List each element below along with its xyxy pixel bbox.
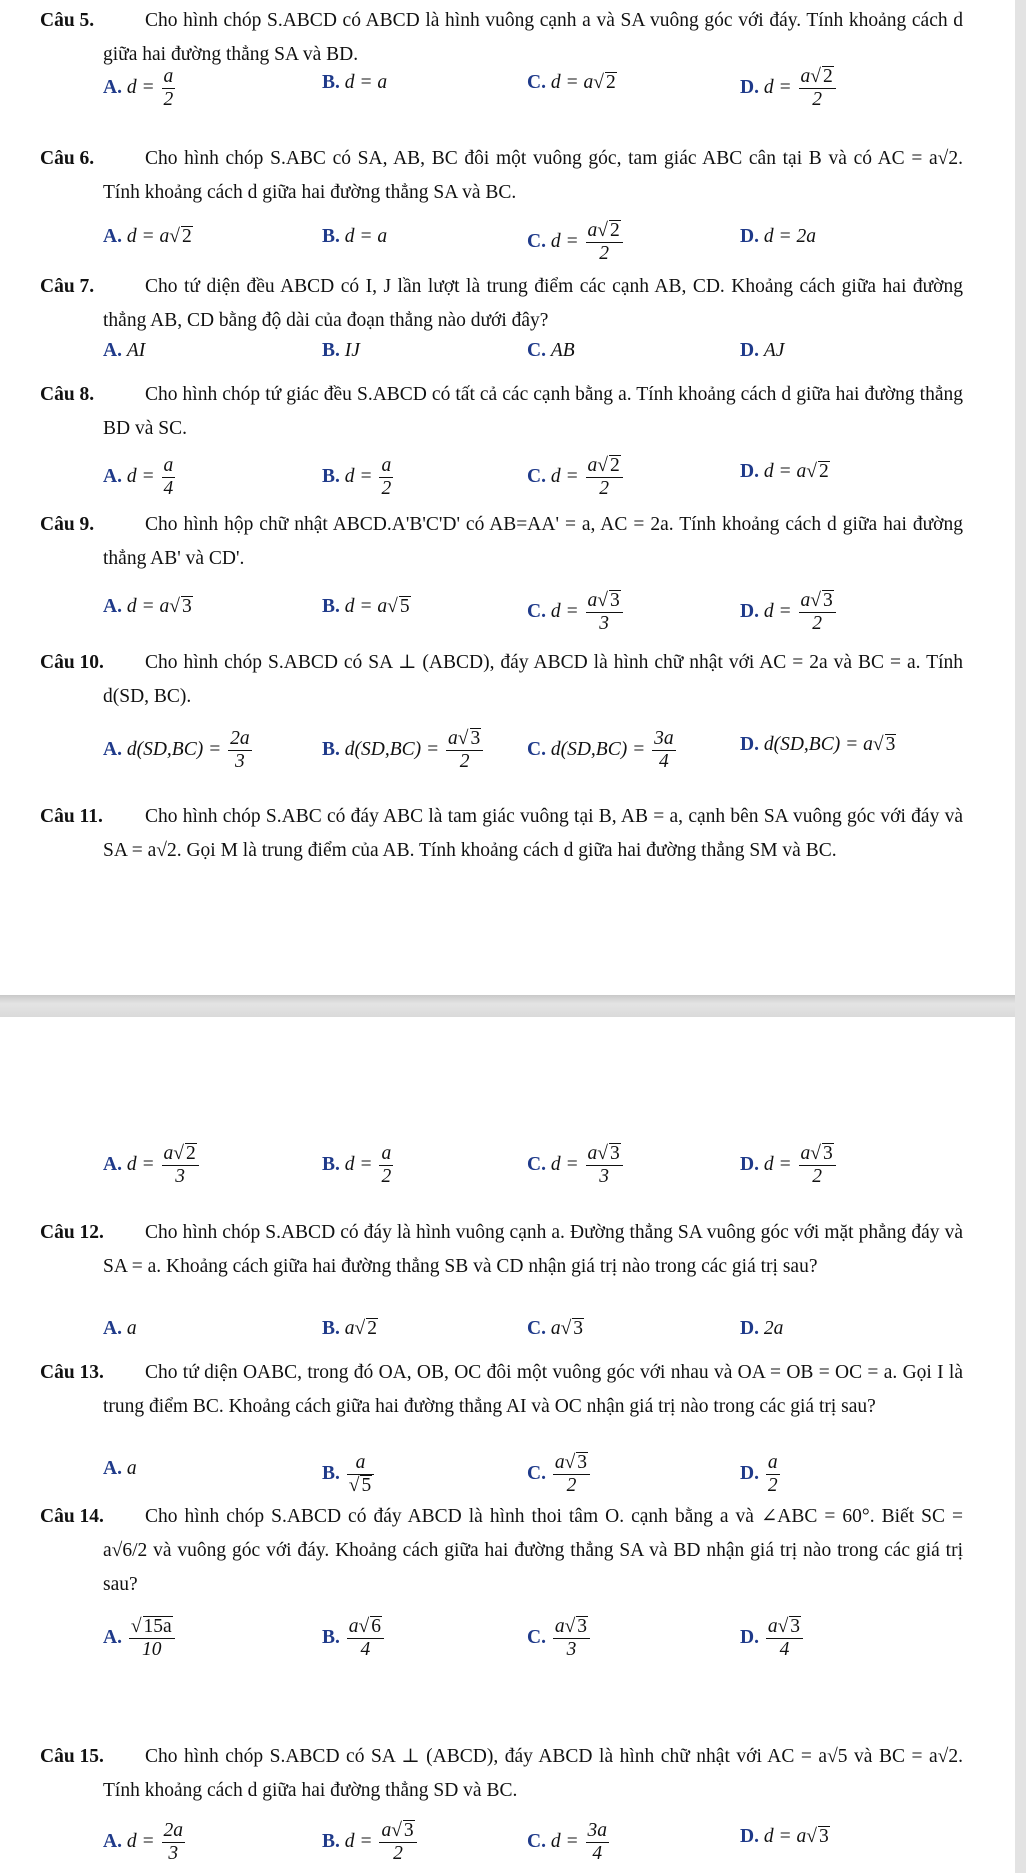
option-a[interactable] [103, 1820, 187, 1865]
option-b[interactable] [322, 1452, 376, 1497]
option-a[interactable] [103, 728, 254, 773]
option-label: A. [103, 1626, 127, 1648]
option-label: D. [740, 76, 764, 98]
question-number: Câu 5. [40, 10, 95, 31]
option-label: C. [527, 738, 551, 760]
option-label: B. [322, 596, 345, 617]
option-value: d = $\frac{a√ 3}{2}$ [764, 601, 838, 622]
option-value: d(SD,BC) = $\frac{3a}{4}$ [550, 728, 674, 772]
option-value: $\frac{√ 15a}{10}$ [127, 1627, 177, 1648]
option-d[interactable] [740, 1452, 782, 1497]
option-a[interactable] [103, 220, 193, 254]
option-c[interactable] [527, 590, 625, 635]
option-label: A. [103, 738, 127, 760]
option-value: a [126, 1318, 137, 1339]
option-b[interactable] [322, 455, 395, 500]
question-text: Cho hình chóp S.ABCD có ABCD là hình vuông cạnh a và SA vuông góc với đáy. Tính khoảng cách d giữa hai đường thẳng SA và BD. [103, 10, 963, 65]
option-value: $\frac{a√ 3}{3}$ [551, 1627, 592, 1648]
question-number: Câu 14. [40, 1506, 104, 1527]
option-value: d(SD,BC) = $\frac{a√ 3}{2}$ [345, 739, 485, 760]
option-label: D. [740, 1626, 764, 1648]
option-c[interactable] [527, 1143, 625, 1188]
option-label: A. [103, 1830, 127, 1852]
option-value: d(SD,BC) = a√ 3 [763, 734, 896, 755]
question-text: Cho hình chóp S.ABCD có đáy là hình vuông cạnh a. Đường thẳng SA vuông góc với mặt phẳng đáy và SA = a. Khoảng cách giữa hai đường thẳng SB và CD nhận giá trị nào trong các giá trị sau? [103, 1222, 963, 1277]
option-a[interactable] [103, 334, 145, 368]
option-value: a√ 3 [550, 1318, 584, 1339]
option-value: d = a√ 2 [126, 226, 192, 247]
option-c[interactable] [527, 728, 678, 773]
question-number: Câu 13. [40, 1362, 104, 1383]
option-value: 2a [763, 1318, 784, 1339]
option-value: AJ [763, 340, 785, 361]
option-value: d = $\frac{a√ 2}{2}$ [764, 77, 838, 98]
option-value: d(SD,BC) = $\frac{2a}{3}$ [126, 728, 250, 772]
option-label: C. [527, 1830, 551, 1852]
question-text: Cho tứ diện OABC, trong đó OA, OB, OC đôi một vuông góc với nhau và OA = OB = OC = a. Gọi I là trung điểm BC. Khoảng cách giữa hai đường thẳng AI và OC nhận giá trị nào trong các giá trị sau? [103, 1362, 963, 1417]
option-a[interactable] [103, 1452, 137, 1486]
option-value: d = a√ 3 [763, 1826, 829, 1847]
option-label: B. [322, 1626, 345, 1648]
option-value: d = 2a [763, 226, 817, 247]
option-c[interactable] [527, 1452, 592, 1497]
option-label: D. [740, 1153, 764, 1175]
option-a[interactable] [103, 1616, 177, 1661]
question-number: Câu 15. [40, 1746, 104, 1767]
option-value: d = $\frac{a√ 3}{2}$ [345, 1831, 419, 1852]
option-d[interactable] [740, 1820, 830, 1854]
option-value: $\frac{a}{√ 5}$ [345, 1463, 376, 1484]
option-value: $\frac{a√ 6}{4}$ [345, 1627, 386, 1648]
option-value: d = $\frac{a}{2}$ [344, 1143, 392, 1187]
question-number: Câu 7. [40, 276, 95, 297]
option-c[interactable] [527, 1820, 611, 1865]
option-value: d = a√ 5 [344, 596, 410, 617]
question-text: Cho hình chóp tứ giác đều S.ABCD có tất cả các cạnh bằng a. Tính khoảng cách d giữa hai đường thẳng BD và SC. [103, 384, 963, 439]
question-number: Câu 10. [40, 652, 104, 673]
question-text: Cho hình hộp chữ nhật ABCD.A'B'C'D' có AB=AA' = a, AC = 2a. Tính khoảng cách d giữa hai đường thẳng AB' và CD'. [103, 514, 963, 569]
option-d[interactable] [740, 1312, 783, 1346]
option-label: C. [527, 230, 551, 252]
option-c[interactable] [527, 1312, 584, 1346]
option-label: A. [103, 596, 127, 617]
option-value: d = a√ 2 [550, 72, 616, 93]
question-text: Cho tứ diện đều ABCD có I, J lần lượt là trung điểm các cạnh AB, CD. Khoảng cách giữa hai đường thẳng AB, CD bằng độ dài của đoạn thẳng nào dưới đây? [103, 276, 963, 331]
option-label: A. [103, 76, 127, 98]
option-value: d = a√ 2 [763, 461, 829, 482]
option-a[interactable] [103, 66, 177, 111]
question-text: Cho hình chóp S.ABCD có đáy ABCD là hình thoi tâm O. cạnh bằng a và ∠ABC = 60°. Biết SC = a√6/2 và vuông góc với đáy. Khoảng cách giữa hai đường thẳng SA và BD nhận giá trị nào trong các giá trị sau? [103, 1506, 963, 1595]
option-value: d = $\frac{a√ 3}{3}$ [551, 601, 625, 622]
option-label: B. [322, 340, 345, 361]
option-b[interactable] [322, 334, 360, 368]
option-label: D. [740, 340, 764, 361]
option-label: B. [322, 226, 345, 247]
option-label: C. [527, 600, 551, 622]
option-value: d = $\frac{a√ 2}{3}$ [127, 1154, 201, 1175]
option-value: a [126, 1458, 137, 1479]
option-d[interactable] [740, 1616, 805, 1661]
option-label: D. [740, 734, 764, 755]
option-c[interactable] [527, 1616, 592, 1661]
option-label: C. [527, 465, 551, 487]
option-b[interactable] [322, 220, 387, 254]
question-text: Cho hình chóp S.ABCD có SA ⊥ (ABCD), đáy ABCD là hình chữ nhật với AC = 2a và BC = a. Tính d(SD, BC). [103, 652, 963, 707]
option-value: d = $\frac{3a}{4}$ [550, 1820, 608, 1864]
option-label: B. [322, 1318, 345, 1339]
question-text: Cho hình chóp S.ABC có SA, AB, BC đôi một vuông góc, tam giác ABC cân tại B và có AC = a√2. Tính khoảng cách d giữa hai đường thẳng SA và BC. [103, 148, 963, 203]
question-number: Câu 11. [40, 806, 103, 827]
option-label: B. [322, 72, 345, 93]
option-d[interactable] [740, 455, 830, 489]
page-gap [0, 995, 1026, 1017]
option-value: d = $\frac{a}{2}$ [126, 66, 174, 110]
option-label: D. [740, 461, 764, 482]
option-value: d = a√ 3 [126, 596, 192, 617]
option-d[interactable] [740, 66, 838, 111]
option-value: d = $\frac{a√ 3}{3}$ [551, 1154, 625, 1175]
option-label: D. [740, 226, 764, 247]
option-label: C. [527, 340, 551, 361]
option-label: A. [103, 1153, 127, 1175]
option-label: C. [527, 1626, 551, 1648]
option-label: A. [103, 340, 127, 361]
question-number: Câu 12. [40, 1222, 104, 1243]
option-label: A. [103, 1318, 127, 1339]
question-number: Câu 6. [40, 148, 95, 169]
option-b[interactable] [322, 590, 411, 624]
option-value: d = $\frac{a√ 2}{2}$ [551, 231, 625, 252]
option-d[interactable] [740, 728, 896, 762]
option-d[interactable] [740, 1143, 838, 1188]
option-d[interactable] [740, 334, 784, 368]
option-c[interactable] [527, 455, 625, 500]
option-b[interactable] [322, 1820, 419, 1865]
option-label: D. [740, 1462, 764, 1484]
option-value: d = $\frac{a}{4}$ [126, 455, 174, 499]
option-value: d = $\frac{a}{2}$ [344, 455, 392, 499]
option-value: $\frac{a√ 3}{2}$ [551, 1463, 592, 1484]
option-label: A. [103, 226, 127, 247]
option-label: C. [527, 1153, 551, 1175]
option-value: $\frac{a√ 3}{4}$ [764, 1627, 805, 1648]
option-b[interactable] [322, 728, 485, 773]
option-label: D. [740, 600, 764, 622]
option-label: D. [740, 1318, 764, 1339]
question-text: Cho hình chóp S.ABC có đáy ABC là tam giác vuông tại B, AB = a, cạnh bên SA vuông góc với đáy và SA = a√2. Gọi M là trung điểm của AB. Tính khoảng cách d giữa hai đường thẳng SM và BC. [103, 806, 963, 861]
option-value: AI [126, 340, 146, 361]
question-text: Cho hình chóp S.ABCD có SA ⊥ (ABCD), đáy ABCD là hình chữ nhật với AC = a√5 và BC = a√2. Tính khoảng cách d giữa hai đường thẳng SD và BC. [103, 1746, 963, 1801]
option-label: B. [322, 738, 345, 760]
option-value: a√ 2 [344, 1318, 377, 1339]
option-label: A. [103, 465, 127, 487]
option-a[interactable] [103, 1312, 137, 1346]
option-b[interactable] [322, 1616, 386, 1661]
option-label: B. [322, 1153, 345, 1175]
option-label: C. [527, 1462, 551, 1484]
scrollbar-track[interactable] [1015, 0, 1026, 1873]
option-a[interactable] [103, 1143, 201, 1188]
option-d[interactable] [740, 590, 838, 635]
option-value: d = $\frac{a√ 2}{2}$ [551, 466, 625, 487]
option-c[interactable] [527, 220, 625, 265]
option-label: C. [527, 72, 551, 93]
option-c[interactable] [527, 334, 575, 368]
option-value: d = a [344, 72, 388, 93]
question-number: Câu 8. [40, 384, 95, 405]
option-value: d = a [344, 226, 388, 247]
option-d[interactable] [740, 220, 816, 254]
option-label: B. [322, 465, 345, 487]
option-a[interactable] [103, 590, 193, 624]
option-value: d = $\frac{2a}{3}$ [126, 1820, 184, 1864]
option-b[interactable] [322, 1143, 395, 1188]
option-value: AB [550, 340, 575, 361]
option-label: B. [322, 1462, 345, 1484]
question-number: Câu 9. [40, 514, 95, 535]
option-label: A. [103, 1458, 127, 1479]
option-c[interactable] [527, 66, 617, 100]
option-label: B. [322, 1830, 345, 1852]
option-label: D. [740, 1826, 764, 1847]
option-b[interactable] [322, 66, 387, 100]
option-value: $\frac{a}{2}$ [767, 1452, 778, 1496]
option-a[interactable] [103, 455, 177, 500]
option-label: C. [527, 1318, 551, 1339]
option-b[interactable] [322, 1312, 378, 1346]
option-value: d = $\frac{a√ 3}{2}$ [764, 1154, 838, 1175]
option-value: IJ [344, 340, 360, 361]
